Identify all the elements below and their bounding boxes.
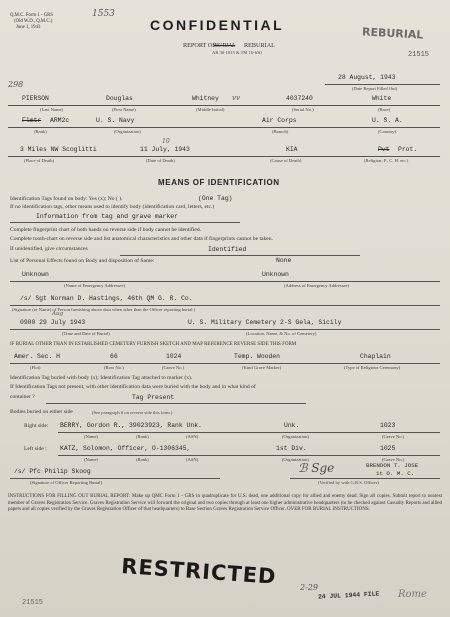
file-date-stamp: 24 JUL 1944 FILE [317,590,380,601]
label-organization: (Organization) [114,129,141,134]
identification-means: Information from tag and grave marker [36,213,178,220]
label-emergency-name: (Name of Emergency Addressee) [64,283,126,288]
label-right-asn: (ASN) [186,434,199,439]
restricted-stamp: RESTRICTED [120,554,278,589]
tags-not-present-text: If Identification Tags not present, with other identification data were buried with the body and in what kind of [10,384,256,390]
emergency-name: Unknown [22,271,49,278]
middle-name: Whitney [192,95,219,102]
label-row: (Row No.) [104,365,124,370]
emergency-address: Unknown [262,271,289,278]
label-right-name: (Name) [84,434,99,439]
identification-heading: MEANS OF IDENTIFICATION [158,178,280,187]
bottom-serial: 21515 [22,599,44,607]
report-date: 28 August, 1943 [338,74,396,81]
label-burial-time: (Time and Date of Burial) [62,331,110,336]
personal-effects-value: None [276,257,292,264]
label-right-grave: (Grave No.) [382,434,405,439]
tags-found-text: Identification Tags found on body: Yes (x); No ( ). [10,196,123,202]
tooth-chart-instruction: Complete tooth-chart on reverse side and list anatomical characteristics and other data if fingerprints cannot be taken. [10,236,273,242]
right-side-label: Right side: [24,423,49,429]
tag-buried-text: Identification Tag buried with body (x); Identification Tag attached to marker (x). [10,375,193,381]
place-of-death: 3 Miles NW Scoglitti [20,146,97,153]
side-number: 298 [8,80,24,89]
label-left-org: (Organization) [282,457,309,462]
handwritten-note: Rome [398,589,427,600]
rank: ARM2c [50,117,70,124]
no-tags-text: If no identification tags, other means used to identify body (identification card, letters, etc.) [10,204,215,210]
label-country: (Country) [378,129,397,134]
verifier-handwriting: ℬ Sge [298,461,335,475]
label-right-org: (Organization) [282,434,309,439]
burial-date-mark: Aug [52,311,64,317]
label-serial: (Serial No.) [292,107,314,112]
label-emergency-address: (Address of Emergency Addressee) [284,283,350,288]
label-first-name: (First Name) [112,107,136,112]
religious-ceremony: Chaplain [360,353,391,360]
religion-struck: Pvt [378,146,390,153]
label-place-of-death: (Place of Death) [24,158,55,163]
plot: Amer. Sec. H [14,353,61,360]
cause-of-death: KIA [286,146,298,153]
handwritten-date: 2-29 [300,583,318,592]
report-title-prefix: REPORT OF [183,42,216,49]
other-side-text: Bodies buried on either side [10,409,73,415]
right-side-org: Unk. [284,422,300,429]
organization: U. S. Navy [96,117,135,124]
date-of-death: 11 July, 1943 [140,146,190,153]
regulation-ref: AR 30-1815 & TM 10-630 [212,50,262,55]
right-side-grave: 1023 [380,422,396,429]
label-left-asn: (ASN) [186,457,199,462]
reburial-stamp: REBURIAL [361,25,424,42]
grave-marker: Temp. Wooden [234,353,281,360]
other-side-note: (See paragraph 6 on reverse side this form.) [92,410,173,415]
country: U. S. A. [372,117,403,124]
label-left-grave: (Grave No.) [382,457,405,462]
left-side-org: 1st Div. [276,445,307,452]
label-branch: (Branch) [272,129,289,134]
serial-number: 4037240 [286,95,313,102]
label-cause-of-death: (Cause of Death) [270,158,302,163]
verifier-rank: 1t O. M. C. [376,470,415,477]
left-side-label: Left side : [24,446,47,452]
label-right-rank: (Rank) [136,434,149,439]
label-cemetery: (Location, Name, & No. of Cemetery) [246,331,317,336]
label-verifier: (Verified by with G.R.S. Officer) [318,480,379,485]
left-side-name: KATZ, Solomon, Officer, O-1306345, [60,445,191,452]
report-date-label: (Date Report Filled Out) [352,86,398,91]
rank-struck: Flmtr [22,117,42,124]
label-rank: (Rank) [34,129,47,134]
label-left-name: (Name) [84,457,99,462]
container-value: Tag Present [132,394,175,401]
last-name: PIERSON [22,95,49,102]
middle-mark: vv [232,94,240,102]
race: White [372,95,392,102]
label-date-of-death: (Date of Death) [146,158,175,163]
report-title-suffix: REBURIAL [244,42,275,49]
informant-signature: /s/ Sgt Norman D. Hastings, 46th QM G. R. Co. [20,295,193,302]
form-date: June 1, 1943 [16,25,41,30]
container-text: container ? [10,394,35,400]
fingerprint-instruction: Complete fingerprint chart of both hands on reverse side if body cannot be identified. [10,227,202,233]
label-race: (Race) [378,107,391,112]
label-informant-signature: (Signature (or Name) of Person furnishing above data when other than the Officer reporting burial.) [12,307,196,312]
handwritten-number: 1553 [92,9,115,19]
first-name: Douglas [106,95,133,102]
tags-count: (One Tag) [198,195,233,202]
unidentified-value: Identified [208,246,247,253]
form-number: Q.M.C. Form 1 - GRS [10,13,54,18]
left-side-grave: 1025 [380,445,396,452]
officer-signature: /s/ Pfc Philip Skoog [14,468,91,475]
label-ceremony: (Type of Religious Ceremony) [344,365,401,370]
instructions-text: INSTRUCTIONS FOR FILLING OUT BURIAL REPORT: Make up QMC Form 1 - GRS in quadruplicate for U.S. dead, one additional copy for allied and enemy dead. Sign all copies. Submit report to nearest member of Graves Registration Service. Graves Registration Service will forward the original and two copies through at least one higher administrative headquarters (to be checked against Casualty Reports and allied papers and all copies verified by the Graves Registration Officer of that headquarters) to Base Section Graves Registration Service Officer. OVER FOR BURIAL INSTRUCTIONS. [8,494,442,513]
verifier-name: BRENDON T. JOSE [366,462,419,469]
label-religion: (Religion; P., C. H. etc.) [364,158,409,163]
report-title-struck: BURIAL [214,42,236,49]
right-side-name: BERRY, Gordon R., 39023923, Rank Unk. [60,422,202,429]
classification-heading: CONFIDENTIAL [150,17,285,33]
plot-heading: IF BURIAL OTHER THAN IN ESTABLISHED CEMETERY FURNISH SKETCH AND MAP REFERENCE REVERSE SIDE THIS FORM [10,342,297,347]
personal-effects-text: List of Personal Effects found on Body and disposition of Same: [10,258,155,264]
label-marker: (Kind Grave Marker) [242,365,282,370]
grave-number: 1024 [166,353,182,360]
label-middle: (Middle Initial) [196,107,225,112]
form-old-number: (Old W.D., Q.M.C.) [14,19,53,24]
stamp-number: 21515 [408,51,430,59]
cemetery: U. S. Military Cemetery 2-S Gela, Sicily [188,319,342,326]
unidentified-text: If unidentified, give circumstances [10,246,88,252]
label-grave: (Grave No.) [162,365,185,370]
burial-time-date: 0900 29 July 1943 [20,319,86,326]
row-number: 66 [110,353,118,360]
label-officer-signature: (Signature of Officer Reporting Burial) [30,480,103,485]
label-last-name: (Last Name) [40,107,64,112]
label-left-rank: (Rank) [136,457,149,462]
date-death-mark: 10 [162,138,170,145]
branch: Air Corps [262,117,297,124]
religion: Prot. [398,146,418,153]
label-plot: (Plot) [30,365,41,370]
